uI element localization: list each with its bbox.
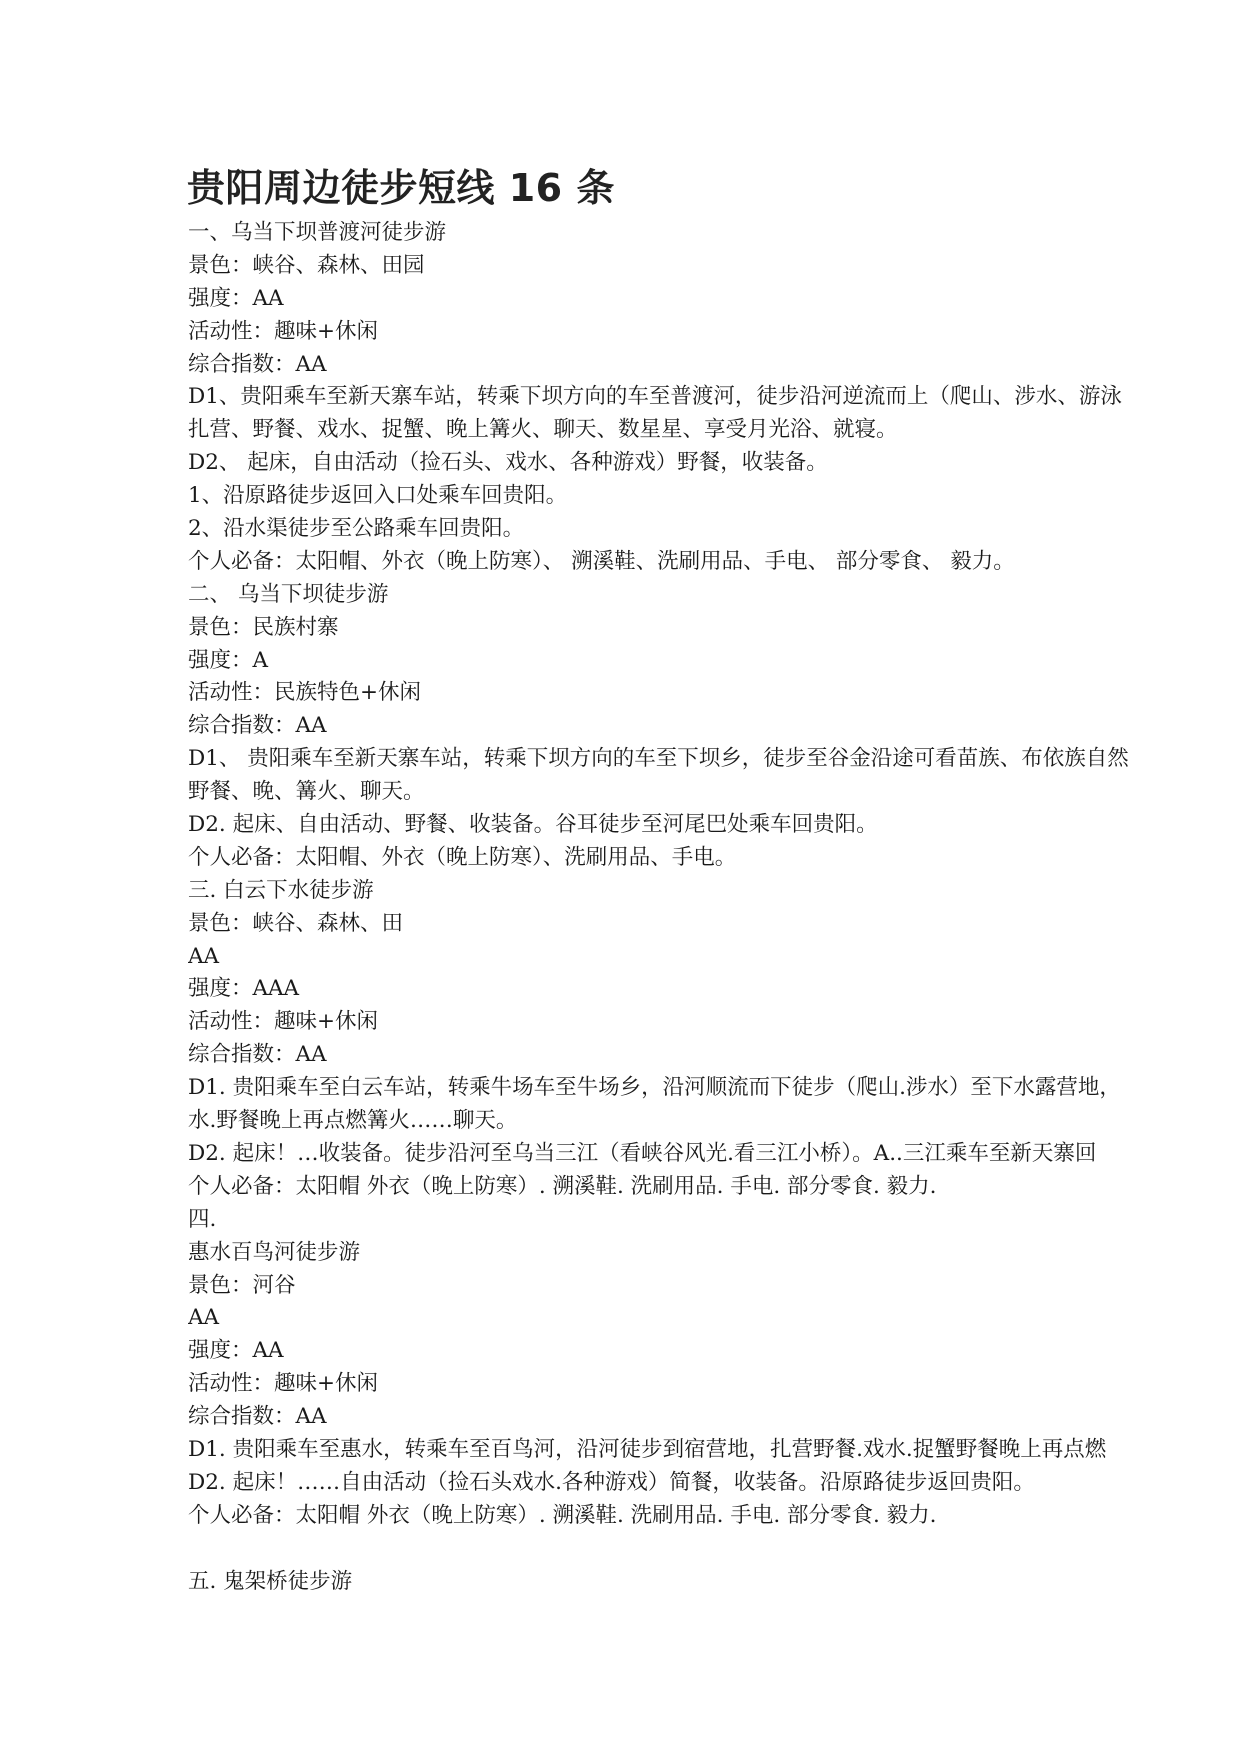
text-line: 活动性：民族特色+休闲	[188, 680, 422, 706]
text-line: D2. 起床！……自由活动（捡石头戏水.各种游戏）简餐，收装备。沿原路徒步返回贵阳。	[188, 1469, 1035, 1495]
text-line: D1、 贵阳乘车至新天寨车站，转乘下坝方向的车至下坝乡，徒步至谷金沿途可看苗族、布依族自然	[188, 746, 1129, 772]
text-line: 水.野餐晚上再点燃篝火……聊天。	[188, 1108, 518, 1134]
text-line: 三. 白云下水徒步游	[188, 877, 374, 903]
text-line: 强度：AA	[188, 1338, 284, 1364]
text-line: 个人必备：太阳帽 外衣（晚上防寒）. 溯溪鞋. 洗刷用品. 手电. 部分零食. 毅力.	[188, 1173, 937, 1199]
text-line: 强度：A	[188, 647, 269, 673]
text-line: 景色：峡谷、森林、田	[188, 910, 404, 936]
text-line: 1、沿原路徒步返回入口处乘车回贵阳。	[188, 483, 568, 509]
text-line: 强度：AAA	[188, 976, 300, 1002]
text-line: 景色：民族村寨	[188, 614, 339, 640]
text-line: D2. 起床！…收装备。徒步沿河至乌当三江（看峡谷风光.看三江小桥）。A..三江乘车至新天寨回	[188, 1140, 1097, 1166]
text-line: AA	[188, 1305, 220, 1331]
text-line: D1、贵阳乘车至新天寨车站，转乘下坝方向的车至普渡河，徒步沿河逆流而上（爬山、涉水、游泳	[188, 384, 1122, 410]
text-line: 综合指数：AA	[188, 1042, 327, 1068]
text-line: AA	[188, 943, 220, 969]
document-body	[188, 217, 1241, 1598]
text-line: 扎营、野餐、戏水、捉蟹、晚上篝火、聊天、数星星、享受月光浴、就寝。	[188, 417, 898, 443]
text-line: 综合指数：AA	[188, 713, 327, 739]
text-line: 活动性：趣味+休闲	[188, 1009, 379, 1035]
text-line: 个人必备：太阳帽、外衣（晚上防寒）、 溯溪鞋、洗刷用品、手电、 部分零食、 毅力。	[188, 548, 1015, 574]
text-line: 二、 乌当下坝徒步游	[188, 581, 389, 607]
text-line: 综合指数：AA	[188, 351, 327, 377]
text-line: 2、沿水渠徒步至公路乘车回贵阳。	[188, 516, 525, 542]
text-line: D2. 起床、自由活动、野餐、收装备。谷耳徒步至河尾巴处乘车回贵阳。	[188, 812, 878, 838]
blank-line	[188, 1533, 1241, 1566]
text-line: 个人必备：太阳帽 外衣（晚上防寒）. 溯溪鞋. 洗刷用品. 手电. 部分零食. 毅力.	[188, 1502, 937, 1528]
text-line: 强度：AA	[188, 285, 284, 311]
text-line: D1. 贵阳乘车至惠水，转乘车至百鸟河，沿河徒步到宿营地，扎营野餐.戏水.捉蟹野餐晚上再点燃	[188, 1436, 1107, 1462]
text-line: 活动性：趣味+休闲	[188, 318, 379, 344]
text-line: 一、乌当下坝普渡河徒步游	[188, 220, 447, 245]
page-title: 贵阳周边徒步短线 16 条	[187, 166, 615, 210]
text-line: 综合指数：AA	[188, 1404, 327, 1430]
text-line: 景色：河谷	[188, 1272, 296, 1298]
text-line: 个人必备：太阳帽、外衣（晚上防寒）、洗刷用品、手电。	[188, 844, 737, 870]
text-line: D1. 贵阳乘车至白云车站，转乘牛场车至牛场乡，沿河顺流而下徒步（爬山.涉水）至下水露营地，	[188, 1075, 1121, 1101]
text-line: 活动性：趣味+休闲	[188, 1371, 379, 1397]
text-line: 四.	[188, 1206, 217, 1232]
text-line: 惠水百鸟河徒步游	[188, 1239, 361, 1265]
text-line: 景色：峡谷、森林、田园	[188, 252, 425, 278]
text-line: 五. 鬼架桥徒步游	[188, 1568, 353, 1594]
text-line: 野餐、晚、篝火、聊天。	[188, 779, 425, 805]
text-line: D2、 起床，自由活动（捡石头、戏水、各种游戏）野餐，收装备。	[188, 450, 828, 476]
